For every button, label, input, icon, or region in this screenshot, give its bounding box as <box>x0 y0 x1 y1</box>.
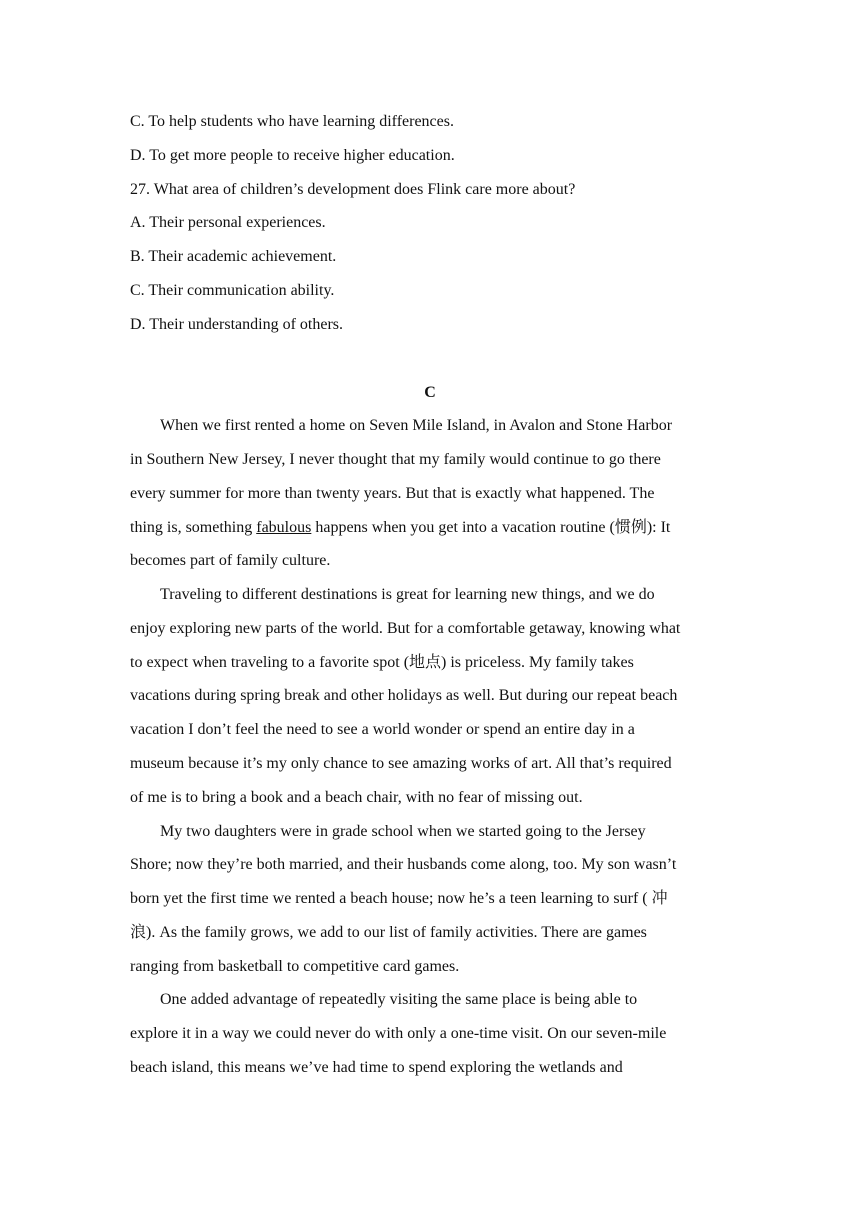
p1-line-4-pre: thing is, something <box>130 519 257 536</box>
option-27b: B. Their academic achievement. <box>130 248 337 265</box>
p1-line-5: becomes part of family culture. <box>130 552 331 569</box>
p2-line-5: vacation I don’t feel the need to see a world wonder or spend an entire day in a <box>130 721 635 738</box>
p3-line-3: born yet the first time we rented a beach house; now he’s a teen learning to surf ( 冲 <box>130 890 668 907</box>
underlined-word-fabulous: fabulous <box>256 519 312 536</box>
p4-line-1: One added advantage of repeatedly visiting the same place is being able to <box>160 991 638 1008</box>
p3-line-4: 浪). As the family grows, we add to our list of family activities. There are games <box>130 924 647 941</box>
p2-line-1: Traveling to different destinations is great for learning new things, and we do <box>160 586 655 603</box>
p3-line-1: My two daughters were in grade school when we started going to the Jersey <box>160 823 646 840</box>
p1-line-1: When we first rented a home on Seven Mile Island, in Avalon and Stone Harbor <box>160 417 673 434</box>
p2-line-3: to expect when traveling to a favorite spot (地点) is priceless. My family takes <box>130 654 634 671</box>
section-title: C <box>424 384 436 401</box>
p1-line-3: every summer for more than twenty years. But that is exactly what happened. The <box>130 485 655 502</box>
p3-line-2: Shore; now they’re both married, and their husbands come along, too. My son wasn’t <box>130 856 677 873</box>
p4-line-3: beach island, this means we’ve had time to spend exploring the wetlands and <box>130 1059 623 1076</box>
option-27d: D. Their understanding of others. <box>130 316 343 333</box>
option-27a: A. Their personal experiences. <box>130 214 326 231</box>
p2-line-6: museum because it’s my only chance to see amazing works of art. All that’s required <box>130 755 672 772</box>
p4-line-2: explore it in a way we could never do with only a one-time visit. On our seven-mile <box>130 1025 667 1042</box>
question-27-stem: 27. What area of children’s development does Flink care more about? <box>130 181 576 198</box>
p1-line-2: in Southern New Jersey, I never thought that my family would continue to go there <box>130 451 661 468</box>
option-26c: C. To help students who have learning differences. <box>130 113 454 130</box>
option-26d: D. To get more people to receive higher education. <box>130 147 455 164</box>
p3-line-5: ranging from basketball to competitive card games. <box>130 958 460 975</box>
p2-line-2: enjoy exploring new parts of the world. But for a comfortable getaway, knowing what <box>130 620 681 637</box>
option-27c: C. Their communication ability. <box>130 282 335 299</box>
p2-line-4: vacations during spring break and other holidays as well. But during our repeat beach <box>130 687 678 704</box>
p1-line-4-post: happens when you get into a vacation routine (惯例): It <box>311 519 671 536</box>
p2-line-7: of me is to bring a book and a beach chair, with no fear of missing out. <box>130 789 583 806</box>
p1-line-4 <box>130 518 730 538</box>
